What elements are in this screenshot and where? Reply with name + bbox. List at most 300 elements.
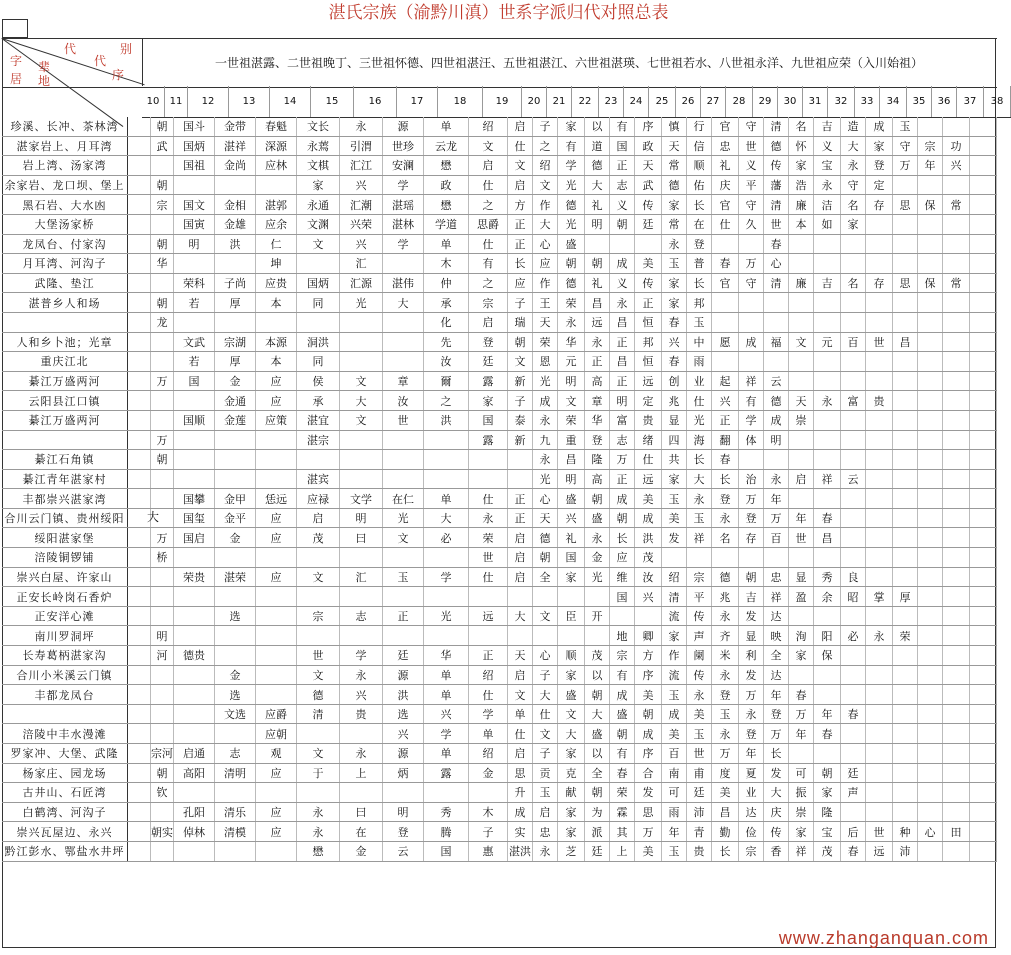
table-cell: 良: [841, 568, 866, 587]
table-cell: [151, 666, 174, 685]
table-cell: 文: [789, 333, 814, 352]
table-cell: 仕: [712, 215, 739, 234]
table-cell: 发: [739, 666, 764, 685]
table-cell: [764, 450, 789, 469]
table-cell: 汝: [383, 391, 424, 410]
table-cell: 懋: [424, 195, 469, 214]
table-cell: [866, 705, 893, 724]
table-cell: [866, 528, 893, 547]
table-cell: [256, 548, 297, 567]
table-cell: 家: [662, 470, 687, 489]
table-cell: 永: [533, 411, 558, 430]
table-cell: 学: [739, 411, 764, 430]
table-cell: [383, 352, 424, 371]
table-cell: [970, 411, 997, 430]
table-cell: [151, 607, 174, 626]
table-cell: 汝: [424, 352, 469, 371]
table-cell: 远: [866, 842, 893, 861]
table-cell: [943, 705, 970, 724]
table-cell: 有: [610, 117, 635, 136]
table-cell: 春: [662, 352, 687, 371]
row-location: 湛普乡人和场: [2, 293, 128, 312]
row-location: 人和乡卜池；光章: [2, 333, 128, 352]
row-location: 正安洋心滩: [2, 607, 128, 626]
table-cell: [789, 293, 814, 312]
table-cell: 阑: [687, 646, 712, 665]
table-cell: 愿: [712, 333, 739, 352]
table-cell: 文: [533, 176, 558, 195]
generation-header-cell: 21: [547, 86, 572, 117]
table-cell: [151, 391, 174, 410]
table-cell: 美: [662, 724, 687, 743]
table-cell: [841, 313, 866, 332]
table-cell: [893, 666, 918, 685]
table-cell: [383, 313, 424, 332]
table-cell: 九: [533, 431, 558, 450]
table-cell: [866, 783, 893, 802]
table-cell: [739, 548, 764, 567]
table-cell: [128, 470, 151, 489]
table-cell: [814, 313, 841, 332]
table-cell: [970, 568, 997, 587]
table-cell: [610, 235, 635, 254]
table-cell: [918, 528, 943, 547]
table-cell: [943, 293, 970, 312]
table-cell: 选: [215, 607, 256, 626]
table-cell: 单: [469, 724, 508, 743]
table-cell: [918, 450, 943, 469]
table-cell: 作: [533, 274, 558, 293]
row-location: 罗家冲、大堡、武隆: [2, 744, 128, 763]
table-cell: [128, 293, 151, 312]
table-cell: 光: [533, 372, 558, 391]
table-cell: 长: [712, 470, 739, 489]
table-cell: 大: [764, 783, 789, 802]
table-cell: [128, 744, 151, 763]
table-cell: 文选: [215, 705, 256, 724]
table-cell: [814, 450, 841, 469]
table-cell: 传: [635, 195, 662, 214]
table-cell: [814, 489, 841, 508]
table-cell: 流: [662, 607, 687, 626]
table-cell: 云: [383, 842, 424, 861]
generation-header-cell: 32: [828, 86, 855, 117]
table-cell: 年: [814, 705, 841, 724]
table-cell: 年: [764, 685, 789, 704]
table-cell: 永: [610, 293, 635, 312]
table-cell: 家: [841, 215, 866, 234]
table-cell: 国文: [174, 195, 215, 214]
table-cell: 茂: [297, 528, 340, 547]
table-cell: [970, 705, 997, 724]
table-cell: 隆: [585, 450, 610, 469]
table-cell: 明: [764, 431, 789, 450]
table-cell: 造: [841, 117, 866, 136]
table-cell: 文: [297, 568, 340, 587]
table-cell: [943, 117, 970, 136]
table-cell: [789, 352, 814, 371]
table-cell: 选: [215, 685, 256, 704]
table-cell: 长: [687, 450, 712, 469]
table-cell: [841, 431, 866, 450]
table-cell: 万: [151, 372, 174, 391]
table-cell: [814, 744, 841, 763]
table-cell: 登: [739, 724, 764, 743]
table-cell: 引渭: [340, 137, 383, 156]
table-cell: [893, 724, 918, 743]
table-cell: 玉: [712, 705, 739, 724]
table-cell: 夏: [739, 764, 764, 783]
table-cell: [739, 293, 764, 312]
table-cell: 常: [943, 195, 970, 214]
table-cell: 家: [558, 568, 585, 587]
table-cell: 单: [508, 705, 533, 724]
table-cell: 湛宜: [297, 411, 340, 430]
table-cell: [893, 431, 918, 450]
table-cell: 高: [585, 470, 610, 489]
table-cell: [340, 313, 383, 332]
page-title: 湛氏宗族（渝黔川滇）世系字派归代对照总表: [328, 3, 669, 23]
table-cell: 流: [662, 666, 687, 685]
table-cell: 传: [764, 156, 789, 175]
table-cell: [866, 548, 893, 567]
table-cell: [918, 783, 943, 802]
table-row: [2, 117, 997, 137]
table-cell: [340, 587, 383, 606]
table-cell: [814, 607, 841, 626]
table-cell: [970, 803, 997, 822]
row-location: 白鹤湾、河沟子: [2, 803, 128, 822]
table-cell: 昌: [558, 450, 585, 469]
table-cell: [918, 470, 943, 489]
table-cell: [841, 235, 866, 254]
generation-header-cell: 31: [803, 86, 828, 117]
row-location: 崇兴瓦屋边、永兴: [2, 822, 128, 841]
table-cell: [918, 587, 943, 606]
corner-label-e: 代: [94, 54, 107, 68]
table-cell: 创: [662, 372, 687, 391]
row-location: 杨家庄、园龙场: [2, 764, 128, 783]
table-cell: 家: [789, 646, 814, 665]
table-cell: 兴: [662, 333, 687, 352]
table-row: [2, 822, 997, 842]
table-cell: 云: [764, 372, 789, 391]
table-cell: [256, 646, 297, 665]
table-cell: 守: [893, 137, 918, 156]
table-cell: [918, 333, 943, 352]
table-cell: 常: [943, 274, 970, 293]
table-cell: 文: [340, 372, 383, 391]
table-cell: [297, 783, 340, 802]
table-cell: 存: [866, 195, 893, 214]
table-cell: [383, 548, 424, 567]
table-cell: 泰: [508, 411, 533, 430]
table-cell: [558, 626, 585, 645]
table-cell: 志: [610, 176, 635, 195]
table-cell: [866, 509, 893, 528]
table-cell: [866, 744, 893, 763]
table-cell: [151, 274, 174, 293]
table-cell: 在: [687, 215, 712, 234]
table-cell: [215, 724, 256, 743]
table-cell: 道: [585, 137, 610, 156]
table-cell: [256, 607, 297, 626]
table-cell: 家: [558, 666, 585, 685]
table-cell: [918, 548, 943, 567]
table-cell: [970, 685, 997, 704]
table-cell: 万: [764, 724, 789, 743]
table-cell: [943, 587, 970, 606]
table-row: [2, 528, 997, 548]
table-cell: 茂: [585, 646, 610, 665]
table-cell: 湛宗: [297, 431, 340, 450]
table-row: [2, 783, 997, 803]
table-cell: 孔阳: [174, 803, 215, 822]
table-cell: [424, 431, 469, 450]
table-cell: 洵: [789, 626, 814, 645]
table-cell: 存: [739, 528, 764, 547]
table-cell: [215, 626, 256, 645]
table-cell: 振: [789, 783, 814, 802]
table-cell: 家: [558, 117, 585, 136]
table-cell: 宗: [918, 137, 943, 156]
table-cell: 清: [662, 587, 687, 606]
table-cell: [841, 607, 866, 626]
table-cell: 文: [297, 235, 340, 254]
table-row: [2, 313, 997, 333]
table-cell: 金: [215, 666, 256, 685]
table-cell: 永通: [297, 195, 340, 214]
table-cell: [970, 137, 997, 156]
table-cell: 若: [174, 293, 215, 312]
table-cell: 可: [662, 783, 687, 802]
table-cell: 发: [764, 764, 789, 783]
table-cell: 德: [712, 568, 739, 587]
table-cell: 远: [635, 470, 662, 489]
table-cell: 德: [764, 391, 789, 410]
table-cell: 序: [635, 666, 662, 685]
table-cell: [943, 313, 970, 332]
table-row: [2, 293, 997, 313]
table-cell: [943, 215, 970, 234]
table-cell: 上: [610, 842, 635, 861]
table-cell: 心: [533, 489, 558, 508]
table-cell: [970, 607, 997, 626]
table-cell: 应: [533, 254, 558, 273]
table-cell: [764, 313, 789, 332]
table-cell: 全: [585, 764, 610, 783]
table-cell: 显: [739, 626, 764, 645]
table-cell: 文长: [297, 117, 340, 136]
table-cell: 永: [712, 666, 739, 685]
table-cell: 方: [635, 646, 662, 665]
table-cell: 曰: [340, 803, 383, 822]
table-cell: 单: [424, 744, 469, 763]
table-cell: 华: [585, 411, 610, 430]
table-cell: 天: [789, 391, 814, 410]
table-cell: 永: [712, 509, 739, 528]
table-cell: [174, 626, 215, 645]
table-cell: 兴: [558, 509, 585, 528]
table-cell: [215, 842, 256, 861]
table-cell: 庆: [764, 803, 789, 822]
table-cell: 贵: [866, 391, 893, 410]
table-row: [2, 333, 997, 353]
table-cell: 正: [610, 333, 635, 352]
table-cell: [893, 489, 918, 508]
generation-header-cell: 15: [311, 86, 354, 117]
table-cell: 世: [866, 333, 893, 352]
table-cell: 光: [558, 176, 585, 195]
side-label: 大: [147, 510, 160, 524]
table-cell: 秀: [424, 803, 469, 822]
table-cell: 武: [635, 176, 662, 195]
table-cell: 永: [297, 803, 340, 822]
table-cell: 成: [764, 411, 789, 430]
table-cell: 盛: [585, 724, 610, 743]
table-cell: 登: [866, 156, 893, 175]
table-cell: 平: [687, 587, 712, 606]
table-cell: 高: [585, 372, 610, 391]
table-cell: 应: [256, 528, 297, 547]
table-cell: [174, 313, 215, 332]
table-cell: 绍: [469, 117, 508, 136]
table-cell: 礼: [585, 195, 610, 214]
table-cell: 河: [151, 646, 174, 665]
table-cell: 兴: [712, 391, 739, 410]
table-cell: 开: [585, 607, 610, 626]
table-cell: 家: [662, 293, 687, 312]
table-cell: [151, 333, 174, 352]
table-cell: [970, 587, 997, 606]
generation-header-cell: 27: [701, 86, 726, 117]
table-cell: [841, 724, 866, 743]
table-cell: 源: [383, 117, 424, 136]
table-cell: [469, 626, 508, 645]
table-cell: 本: [789, 215, 814, 234]
table-cell: 守: [841, 176, 866, 195]
table-cell: 盛: [558, 685, 585, 704]
table-cell: 廷: [469, 352, 508, 371]
table-cell: [297, 450, 340, 469]
table-cell: 登: [764, 705, 789, 724]
table-cell: 木: [424, 254, 469, 273]
table-cell: 邦: [687, 293, 712, 312]
table-cell: [469, 783, 508, 802]
table-cell: [789, 548, 814, 567]
table-cell: 翻: [712, 431, 739, 450]
row-location: 长寿葛柄湛家沟: [2, 646, 128, 665]
table-cell: 明: [151, 626, 174, 645]
table-cell: 四: [662, 431, 687, 450]
table-cell: 美: [712, 783, 739, 802]
table-cell: [508, 470, 533, 489]
table-cell: 美: [635, 842, 662, 861]
row-location: 正安长岭岗石香炉: [2, 587, 128, 606]
table-cell: 永: [712, 607, 739, 626]
generation-header-cell: 12: [188, 86, 229, 117]
table-cell: [151, 685, 174, 704]
table-cell: 忠: [764, 568, 789, 587]
table-cell: [970, 431, 997, 450]
table-cell: 文: [508, 685, 533, 704]
table-row: [2, 626, 997, 646]
table-cell: 朝: [585, 254, 610, 273]
table-cell: 荣: [558, 293, 585, 312]
table-cell: [943, 744, 970, 763]
table-cell: 普: [687, 254, 712, 273]
generation-header-cell: 29: [753, 86, 778, 117]
table-cell: 应: [610, 548, 635, 567]
table-cell: [866, 254, 893, 273]
table-cell: [918, 626, 943, 645]
table-cell: 启: [508, 548, 533, 567]
table-cell: 汇源: [340, 274, 383, 293]
table-cell: 之: [533, 137, 558, 156]
table-cell: 仕: [508, 724, 533, 743]
table-cell: 文: [533, 724, 558, 743]
table-cell: 绍: [662, 568, 687, 587]
table-cell: 盈: [789, 587, 814, 606]
table-cell: 顺: [558, 646, 585, 665]
table-cell: [893, 509, 918, 528]
table-cell: [174, 176, 215, 195]
table-cell: 家: [814, 783, 841, 802]
table-cell: [841, 646, 866, 665]
table-cell: [508, 626, 533, 645]
table-cell: 美: [662, 509, 687, 528]
row-location: 綦江万盛两河: [2, 372, 128, 391]
table-cell: 玉: [383, 568, 424, 587]
table-cell: [151, 705, 174, 724]
table-cell: [970, 391, 997, 410]
table-cell: [970, 352, 997, 371]
table-cell: 庆: [712, 176, 739, 195]
table-cell: 显: [789, 568, 814, 587]
table-cell: [383, 783, 424, 802]
table-cell: 金尚: [215, 156, 256, 175]
table-cell: 全: [533, 568, 558, 587]
table-row: [2, 489, 997, 509]
table-cell: [866, 489, 893, 508]
table-cell: 藩: [764, 176, 789, 195]
table-cell: [340, 431, 383, 450]
table-cell: 长: [712, 842, 739, 861]
table-cell: [712, 293, 739, 312]
table-cell: 发: [635, 783, 662, 802]
table-cell: 如: [814, 215, 841, 234]
table-cell: 仲: [424, 274, 469, 293]
corner-label-b: 别: [120, 42, 133, 56]
table-cell: 业: [739, 783, 764, 802]
table-cell: 香: [764, 842, 789, 861]
table-cell: [340, 333, 383, 352]
table-cell: 光: [383, 509, 424, 528]
table-cell: [970, 450, 997, 469]
table-cell: 同: [297, 352, 340, 371]
generation-header-cell: 36: [932, 86, 957, 117]
table-row: [2, 842, 997, 862]
table-cell: 祥: [687, 528, 712, 547]
table-cell: 德: [585, 156, 610, 175]
table-cell: 映: [764, 626, 789, 645]
table-cell: 恒: [635, 352, 662, 371]
table-cell: 传: [687, 666, 712, 685]
table-cell: 芝: [558, 842, 585, 861]
table-cell: [918, 685, 943, 704]
table-cell: [814, 352, 841, 371]
table-cell: 兴: [383, 724, 424, 743]
